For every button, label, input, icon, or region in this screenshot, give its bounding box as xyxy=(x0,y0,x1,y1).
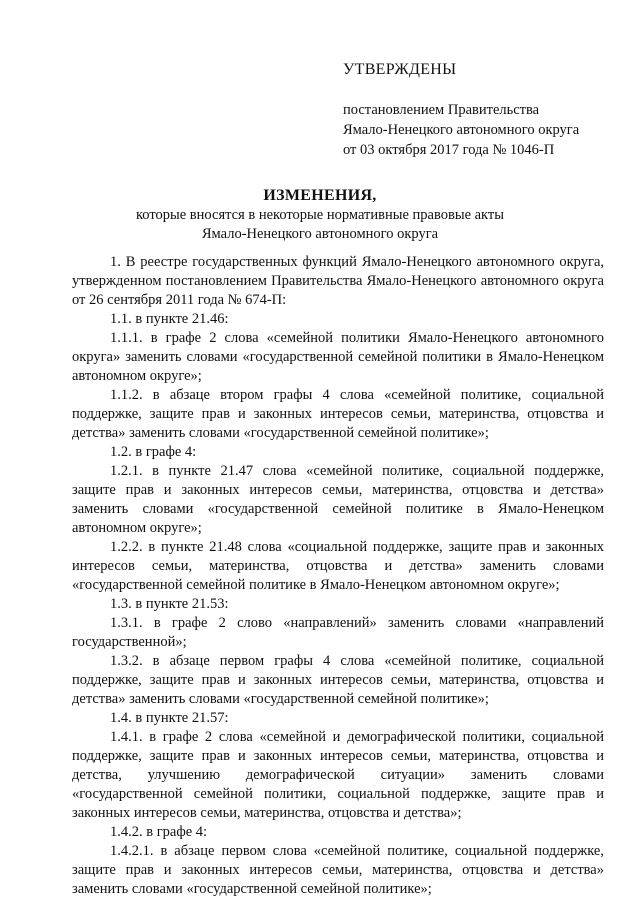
document-subtitle-line: которые вносятся в некоторые нормативные правовые акты xyxy=(135,207,504,223)
paragraph: 1.3.2. в абзаце первом графы 4 слова «семейной политике, социальной поддержке, защите прав и законных интересов семьи, материнства, отцовства и детства» заменить словами «государственной семейной политике»; xyxy=(72,653,604,707)
document-body xyxy=(72,253,604,899)
paragraph: 1.1. в пункте 21.46: xyxy=(110,311,229,327)
paragraph: 1.3. в пункте 21.53: xyxy=(110,596,229,612)
paragraph: 1.2.1. в пункте 21.47 слова «семейной политике, социальной поддержке, защите прав и законных интересов семьи, материнства, отцовства и детства» заменить словами «государственной семейной политике в Ямало-Ненецком автономном округе»; xyxy=(72,463,604,536)
paragraph: 1. В реестре государственных функций Ямало-Ненецкого автономного округа, утвержденном постановлением Правительства Ямало-Ненецкого автономного округа от 26 сентября 2011 года № 674-П: xyxy=(72,254,604,308)
paragraph: 1.4.1. в графе 2 слова «семейной и демографической политики, социальной поддержке, защите прав и законных интересов семьи, материнства, отцовства и детства, улучшению демографической ситуации» заменить словами «государственной семейной политики, социальной поддержке, защите прав и законных интересов семьи, материнства, отцовства и детства»; xyxy=(72,729,604,821)
paragraph: 1.1.2. в абзаце втором графы 4 слова «семейной политике, социальной поддержке, защите прав и законных интересов семьи, материнства, отцовства и детства» заменить словами «государственной семейной политике»; xyxy=(72,387,604,441)
paragraph: 1.4.2. в графе 4: xyxy=(110,824,208,840)
approval-line: постановлением Правительства xyxy=(343,102,540,118)
approval-line: Ямало-Ненецкого автономного округа xyxy=(343,122,580,138)
approval-line: от 03 октября 2017 года № 1046-П xyxy=(343,142,555,158)
paragraph: 1.4.2.1. в абзаце первом слова «семейной политике, социальной поддержке, защите прав и законных интересов семьи, материнства, отцовства и детства» заменить словами «государственной семейной политике»; xyxy=(72,843,604,897)
paragraph: 1.4. в пункте 21.57: xyxy=(110,710,229,726)
document-subtitle-line: Ямало-Ненецкого автономного округа xyxy=(201,226,439,242)
paragraph: 1.2.2. в пункте 21.48 слова «социальной поддержке, защите прав и законных интересов семьи, материнства, отцовства и детства» заменить словами «государственной семейной политике в Ямало-Ненецком автономном округе»; xyxy=(72,539,604,593)
paragraph: 1.2. в графе 4: xyxy=(110,444,197,460)
document-header xyxy=(0,185,640,244)
approval-title: УТВЕРЖДЕНЫ xyxy=(343,61,457,78)
document-title: ИЗМЕНЕНИЯ, xyxy=(263,187,377,204)
approval-block xyxy=(343,60,633,160)
paragraph: 1.1.1. в графе 2 слова «семейной политики Ямало-Ненецкого автономного округа» заменить словами «государственной семейной политики в Ямало-Ненецком автономном округе»; xyxy=(72,330,604,384)
paragraph: 1.3.1. в графе 2 слово «направлений» заменить словами «направлений государственной»; xyxy=(72,615,604,650)
